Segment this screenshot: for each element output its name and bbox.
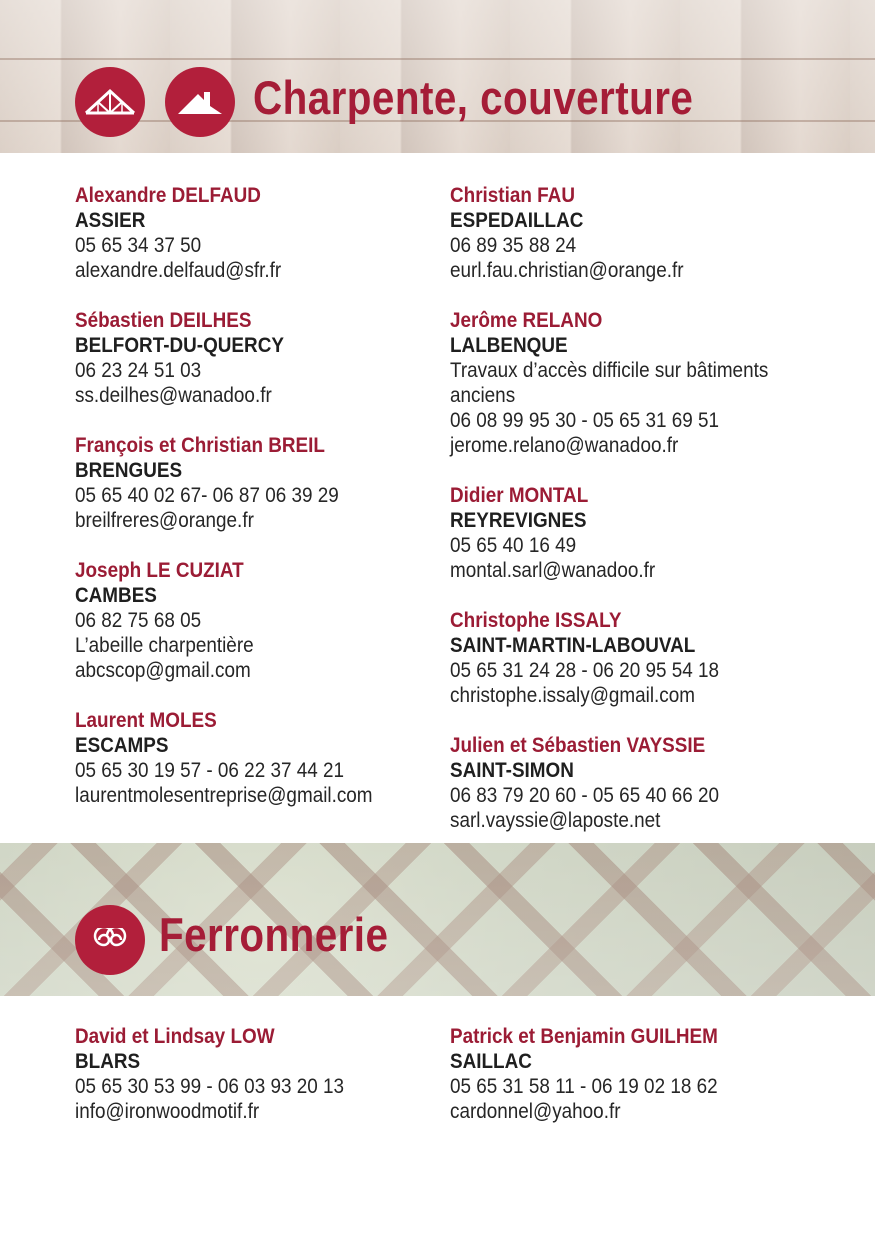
contact-email[interactable]: cardonnel@yahoo.fr <box>450 1100 621 1123</box>
contact-name: Laurent MOLES <box>75 709 217 732</box>
contact-town: SAINT-MARTIN-LABOUVAL <box>450 634 696 657</box>
contact-detail: anciens <box>450 384 516 407</box>
wrought-iron-scroll-icon <box>75 905 145 975</box>
contact-detail: Travaux d’accès difficile sur bâtiments <box>450 359 769 382</box>
contact-name: Christian FAU <box>450 184 575 207</box>
contact-name: Patrick et Benjamin GUILHEM <box>450 1025 718 1048</box>
contact-town: BELFORT-DU-QUERCY <box>75 334 284 357</box>
contact-entry <box>75 433 475 533</box>
contact-email[interactable]: breilfreres@orange.fr <box>75 509 254 532</box>
contact-detail: L’abeille charpentière <box>75 634 254 657</box>
contact-entry <box>75 558 475 683</box>
contact-name: Alexandre DELFAUD <box>75 184 261 207</box>
contact-entry <box>450 308 850 458</box>
contact-entry <box>450 183 850 283</box>
section-title-ferronnerie: Ferronnerie <box>159 908 389 961</box>
contact-name: Sébastien DEILHES <box>75 309 252 332</box>
contact-detail: 05 65 34 37 50 <box>75 234 202 257</box>
contact-email[interactable]: sarl.vayssie@laposte.net <box>450 809 661 832</box>
contact-entry <box>75 708 475 808</box>
contact-email[interactable]: abcscop@gmail.com <box>75 659 251 682</box>
contact-name: Jerôme RELANO <box>450 309 603 332</box>
contact-town: SAILLAC <box>450 1050 532 1073</box>
ferronnerie-banner <box>0 843 875 996</box>
house-roof-icon <box>165 67 235 137</box>
contact-detail: 05 65 30 53 99 - 06 03 93 20 13 <box>75 1075 345 1098</box>
contact-email[interactable]: alexandre.delfaud@sfr.fr <box>75 259 282 282</box>
contact-entry <box>450 733 850 833</box>
contact-name: David et Lindsay LOW <box>75 1025 275 1048</box>
contact-detail: 06 89 35 88 24 <box>450 234 577 257</box>
contact-entry <box>75 183 475 283</box>
contact-email[interactable]: ss.deilhes@wanadoo.fr <box>75 384 272 407</box>
contact-email[interactable]: christophe.issaly@gmail.com <box>450 684 696 707</box>
contact-entry <box>75 1024 475 1124</box>
contact-entry <box>450 608 850 708</box>
section-title-charpente: Charpente, couverture <box>253 71 694 124</box>
contact-detail: 06 82 75 68 05 <box>75 609 202 632</box>
contact-email[interactable]: laurentmolesentreprise@gmail.com <box>75 784 373 807</box>
contact-email[interactable]: jerome.relano@wanadoo.fr <box>450 434 679 457</box>
contact-detail: 05 65 31 58 11 - 06 19 02 18 62 <box>450 1075 718 1098</box>
contact-town: REYREVIGNES <box>450 509 587 532</box>
charpente-banner <box>0 0 875 153</box>
contact-town: SAINT-SIMON <box>450 759 574 782</box>
contact-detail: 06 08 99 95 30 - 05 65 31 69 51 <box>450 409 720 432</box>
contact-name: François et Christian BREIL <box>75 434 325 457</box>
roof-truss-icon <box>75 67 145 137</box>
contact-detail: 05 65 40 16 49 <box>450 534 577 557</box>
contact-detail: 06 83 79 20 60 - 05 65 40 66 20 <box>450 784 720 807</box>
contact-town: ASSIER <box>75 209 146 232</box>
contact-entry <box>75 308 475 408</box>
contact-email[interactable]: eurl.fau.christian@orange.fr <box>450 259 684 282</box>
contact-town: ESCAMPS <box>75 734 169 757</box>
contact-entry <box>450 483 850 583</box>
contact-entry <box>450 1024 850 1124</box>
contact-town: BRENGUES <box>75 459 183 482</box>
contact-name: Christophe ISSALY <box>450 609 622 632</box>
contact-town: BLARS <box>75 1050 141 1073</box>
contact-detail: 05 65 31 24 28 - 06 20 95 54 18 <box>450 659 720 682</box>
contact-name: Julien et Sébastien VAYSSIE <box>450 734 706 757</box>
contact-town: CAMBES <box>75 584 157 607</box>
contact-email[interactable]: montal.sarl@wanadoo.fr <box>450 559 656 582</box>
contact-email[interactable]: info@ironwoodmotif.fr <box>75 1100 260 1123</box>
contact-town: LALBENQUE <box>450 334 568 357</box>
contact-detail: 05 65 40 02 67- 06 87 06 39 29 <box>75 484 339 507</box>
contact-town: ESPEDAILLAC <box>450 209 584 232</box>
contact-name: Joseph LE CUZIAT <box>75 559 244 582</box>
contact-detail: 05 65 30 19 57 - 06 22 37 44 21 <box>75 759 345 782</box>
contact-detail: 06 23 24 51 03 <box>75 359 202 382</box>
contact-name: Didier MONTAL <box>450 484 589 507</box>
